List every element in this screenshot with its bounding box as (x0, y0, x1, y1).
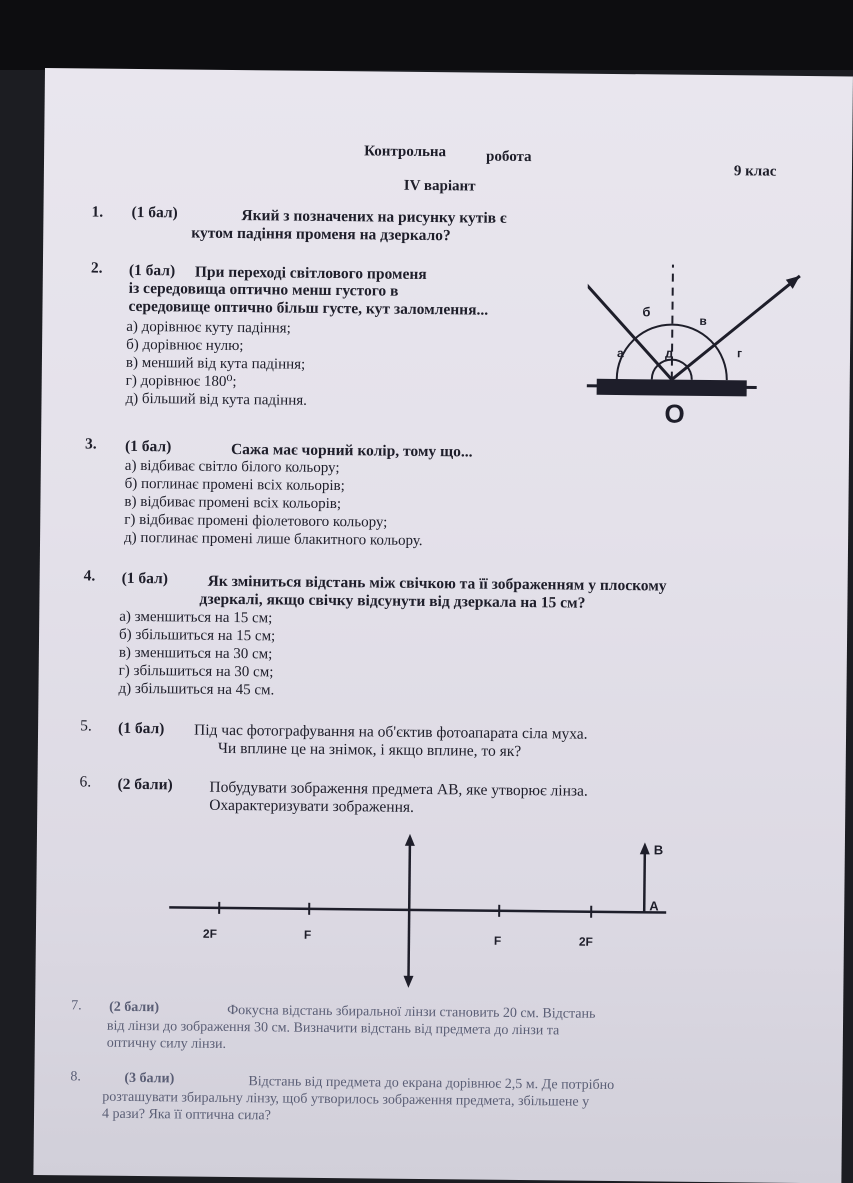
question-text: Побудувати зображення предмета AB, яке утворює лінза. (209, 780, 587, 800)
question-number: 2. (91, 260, 103, 276)
question-number: 4. (84, 568, 96, 584)
object-ab (644, 848, 645, 912)
question-text: Під час фотографування на об'єктив фотоапарата сіла муха. (194, 723, 588, 743)
label-origin: O (664, 399, 685, 429)
object-arrow-icon (640, 842, 650, 854)
question-text-3: 4 рази? Яка її оптична сила? (102, 1107, 271, 1125)
lens-figure (160, 829, 682, 994)
question-text: Як зміниться відстань між свічкою та її зображенням у плоскому (208, 574, 667, 595)
label-point-a: A (649, 898, 659, 913)
answer-option[interactable]: б) дорівнює нулю; (126, 337, 244, 354)
question-text-2: Чи вплине це на знімок, і якщо вплине, то як? (218, 741, 521, 760)
label-left-f: F (304, 928, 311, 942)
question-number: 5. (80, 718, 92, 734)
question-text: Фокусна відстань збиральної лінзи становить 20 см. Відстань (227, 1003, 595, 1023)
question-number: 6. (79, 774, 91, 790)
label-v: в (699, 314, 707, 328)
label-d: д (665, 346, 674, 361)
answer-option[interactable]: г) збільшиться на 30 см; (119, 663, 274, 681)
question-text-3: оптичну силу лінзи. (107, 1036, 226, 1053)
answer-option[interactable]: а) зменшиться на 15 см; (119, 609, 272, 627)
answer-option[interactable]: г) дорівнює 180⁰; (126, 373, 237, 390)
question-text-2: дзеркалі, якщо свічку відсунути від дзеркала на 15 см? (199, 592, 585, 612)
reflection-angle-figure (586, 254, 838, 437)
grade-label: 9 клас (734, 163, 777, 180)
label-g: г (737, 346, 742, 360)
question-points: (2 бали) (117, 777, 172, 794)
label-left-2f: 2F (203, 927, 217, 941)
label-right-2f: 2F (579, 935, 593, 949)
lens-line (408, 840, 409, 982)
question-number: 1. (91, 204, 103, 220)
answer-option[interactable]: в) менший від кута падіння; (126, 355, 305, 373)
question-points: (1 бал) (129, 263, 175, 279)
answer-option[interactable]: б) поглинає промені всіх кольорів; (125, 476, 345, 494)
question-points: (1 бал) (122, 571, 168, 587)
question-text-2: із середовища оптично менш густого в (129, 281, 399, 300)
mirror-line (587, 386, 757, 388)
answer-option[interactable]: д) збільшиться на 45 см. (118, 681, 274, 699)
question-text: Сажа має чорний колір, тому що... (231, 442, 473, 461)
worksheet-page (33, 68, 853, 1183)
question-number: 3. (85, 436, 97, 452)
question-points: (1 бал) (118, 721, 164, 737)
normal-line (672, 265, 673, 380)
lens-bottom-arrow-icon (403, 976, 413, 988)
question-points: (1 бал) (131, 205, 177, 221)
answer-option[interactable]: а) відбиває світло білого кольору; (125, 458, 340, 476)
answer-option[interactable]: в) відбиває промені всіх кольорів; (124, 494, 341, 512)
question-text-2: розташувати збиральну лінзу, щоб утворилось зображення предмета, збільшене у (102, 1090, 589, 1111)
label-point-b: B (654, 842, 664, 857)
lens-top-arrow-icon (405, 834, 415, 846)
question-points: (3 бали) (124, 1071, 174, 1088)
question-text-3: середовище оптично більш густе, кут заломлення... (128, 299, 488, 319)
answer-option[interactable]: в) зменшиться на 30 см; (119, 645, 273, 663)
label-b: б (642, 304, 650, 319)
question-text-2: від лінзи до зображення 30 см. Визначити відстань від предмета до лінзи та (107, 1019, 560, 1040)
title-word-1: Контрольна (364, 143, 446, 161)
answer-option[interactable]: г) відбиває промені фіолетового кольору; (124, 512, 387, 531)
answer-option[interactable]: б) збільшиться на 15 см; (119, 627, 275, 645)
label-right-f: F (494, 934, 501, 948)
question-text: Відстань від предмета до екрана дорівнює 2,5 м. Де потрібно (248, 1074, 614, 1094)
question-text-2: Охарактеризувати зображення. (209, 798, 414, 816)
question-text: При переході світлового променя (195, 265, 427, 283)
answer-option[interactable]: д) більший від кута падіння. (125, 391, 307, 409)
question-text-2: кутом падіння променя на дзеркало? (191, 226, 451, 245)
answer-option[interactable]: а) дорівнює куту падіння; (126, 319, 291, 337)
answer-option[interactable]: д) поглинає промені лише блакитного кольору. (124, 530, 423, 549)
question-points: (1 бал) (125, 439, 171, 455)
question-number: 8. (70, 1069, 81, 1085)
title-word-2: робота (486, 149, 532, 166)
incident-ray (586, 258, 673, 379)
label-a: а (617, 346, 624, 360)
question-points: (2 бали) (109, 1000, 159, 1017)
question-number: 7. (71, 998, 82, 1014)
variant-label: IV варіант (404, 178, 476, 196)
monitor-bezel (0, 0, 853, 70)
question-text: Який з позначених на рисунку кутів є (241, 208, 506, 227)
